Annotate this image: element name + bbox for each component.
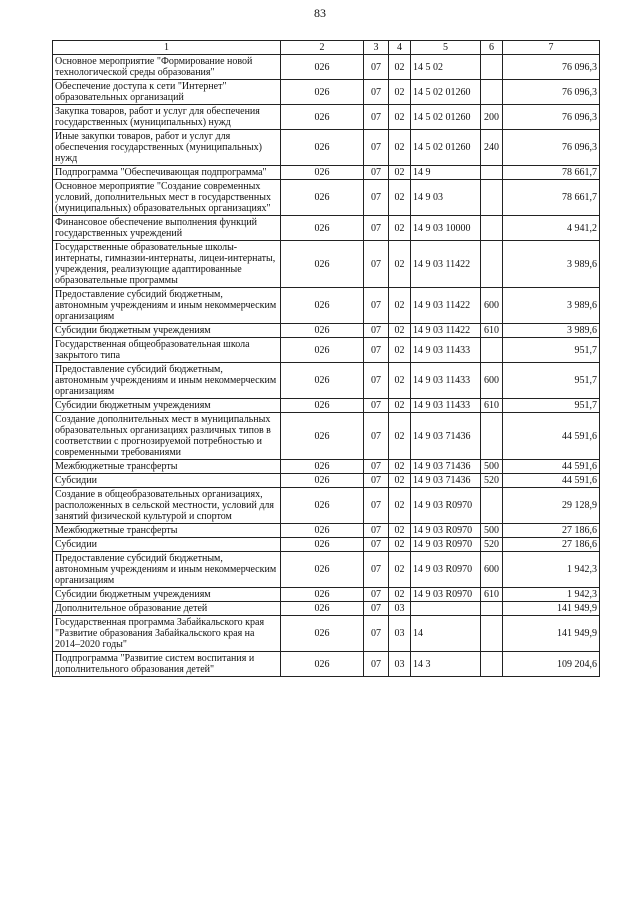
table-row <box>53 130 600 166</box>
row-name-cell: Субсидии бюджетным учреждениям <box>53 588 281 602</box>
row-grbs-cell: 026 <box>281 166 364 180</box>
row-amount-cell: 951,7 <box>503 363 600 399</box>
row-target-article-cell <box>411 602 481 616</box>
row-target-article-cell: 14 9 03 11422 <box>411 241 481 288</box>
row-section-cell: 07 <box>364 241 389 288</box>
row-expense-type-cell: 600 <box>481 552 503 588</box>
row-expense-type-cell <box>481 166 503 180</box>
row-amount-cell: 951,7 <box>503 338 600 363</box>
column-header: 5 <box>411 41 481 55</box>
row-expense-type-cell: 520 <box>481 474 503 488</box>
row-name-cell: Субсидии бюджетным учреждениям <box>53 324 281 338</box>
row-name-cell: Государственная общеобразовательная школа закрытого типа <box>53 338 281 363</box>
row-name-cell: Подпрограмма "Развитие систем воспитания и дополнительного образования детей" <box>53 652 281 677</box>
row-section-cell: 07 <box>364 288 389 324</box>
row-amount-cell: 27 186,6 <box>503 524 600 538</box>
row-amount-cell: 141 949,9 <box>503 602 600 616</box>
row-amount-cell: 44 591,6 <box>503 413 600 460</box>
row-section-cell: 07 <box>364 105 389 130</box>
row-expense-type-cell <box>481 602 503 616</box>
row-grbs-cell: 026 <box>281 216 364 241</box>
table-row <box>53 55 600 80</box>
row-amount-cell: 44 591,6 <box>503 460 600 474</box>
row-subsection-cell: 02 <box>389 130 411 166</box>
row-expense-type-cell: 520 <box>481 538 503 552</box>
row-subsection-cell: 02 <box>389 180 411 216</box>
row-expense-type-cell: 240 <box>481 130 503 166</box>
row-expense-type-cell <box>481 413 503 460</box>
row-target-article-cell: 14 9 03 11422 <box>411 324 481 338</box>
row-grbs-cell: 026 <box>281 399 364 413</box>
column-header: 6 <box>481 41 503 55</box>
row-amount-cell: 44 591,6 <box>503 474 600 488</box>
row-subsection-cell: 02 <box>389 552 411 588</box>
row-expense-type-cell <box>481 55 503 80</box>
row-section-cell: 07 <box>364 652 389 677</box>
row-target-article-cell: 14 9 03 11433 <box>411 338 481 363</box>
row-target-article-cell: 14 9 03 11422 <box>411 288 481 324</box>
row-name-cell: Предоставление субсидий бюджетным, автономным учреждениям и иным некоммерческим организациям <box>53 552 281 588</box>
row-section-cell: 07 <box>364 474 389 488</box>
row-target-article-cell: 14 9 03 71436 <box>411 474 481 488</box>
row-name-cell: Основное мероприятие "Создание современных условий, дополнительных мест в государственных (муниципальных) образовательных организациях" <box>53 180 281 216</box>
row-section-cell: 07 <box>364 363 389 399</box>
row-expense-type-cell <box>481 241 503 288</box>
column-header: 2 <box>281 41 364 55</box>
row-subsection-cell: 02 <box>389 241 411 288</box>
row-amount-cell: 76 096,3 <box>503 55 600 80</box>
row-name-cell: Субсидии <box>53 474 281 488</box>
row-expense-type-cell: 500 <box>481 524 503 538</box>
row-subsection-cell: 02 <box>389 80 411 105</box>
table-row <box>53 588 600 602</box>
row-section-cell: 07 <box>364 55 389 80</box>
row-section-cell: 07 <box>364 538 389 552</box>
table-row <box>53 488 600 524</box>
table-row <box>53 602 600 616</box>
row-expense-type-cell <box>481 652 503 677</box>
row-target-article-cell: 14 9 03 10000 <box>411 216 481 241</box>
row-amount-cell: 3 989,6 <box>503 241 600 288</box>
table-row <box>53 80 600 105</box>
row-target-article-cell: 14 9 03 R0970 <box>411 538 481 552</box>
row-amount-cell: 76 096,3 <box>503 130 600 166</box>
row-name-cell: Создание в общеобразовательных организациях, расположенных в сельской местности, условий для занятий физической культурой и спортом <box>53 488 281 524</box>
row-name-cell: Закупка товаров, работ и услуг для обеспечения государственных (муниципальных) нужд <box>53 105 281 130</box>
row-grbs-cell: 026 <box>281 588 364 602</box>
row-amount-cell: 1 942,3 <box>503 552 600 588</box>
row-name-cell: Подпрограмма "Обеспечивающая подпрограмма" <box>53 166 281 180</box>
table-row <box>53 105 600 130</box>
row-target-article-cell: 14 9 03 11433 <box>411 399 481 413</box>
row-section-cell: 07 <box>364 524 389 538</box>
row-name-cell: Создание дополнительных мест в муниципальных образовательных организациях различных типов в соответствии с прогнозируемой потребностью и современными требованиями <box>53 413 281 460</box>
row-grbs-cell: 026 <box>281 105 364 130</box>
row-subsection-cell: 02 <box>389 363 411 399</box>
row-name-cell: Субсидии <box>53 538 281 552</box>
table-row <box>53 338 600 363</box>
row-subsection-cell: 02 <box>389 55 411 80</box>
row-section-cell: 07 <box>364 602 389 616</box>
row-subsection-cell: 02 <box>389 460 411 474</box>
row-expense-type-cell <box>481 180 503 216</box>
row-section-cell: 07 <box>364 488 389 524</box>
row-grbs-cell: 026 <box>281 460 364 474</box>
row-subsection-cell: 02 <box>389 538 411 552</box>
column-header: 7 <box>503 41 600 55</box>
row-grbs-cell: 026 <box>281 538 364 552</box>
row-section-cell: 07 <box>364 460 389 474</box>
row-expense-type-cell <box>481 80 503 105</box>
row-subsection-cell: 03 <box>389 616 411 652</box>
row-grbs-cell: 026 <box>281 324 364 338</box>
row-subsection-cell: 03 <box>389 602 411 616</box>
column-header: 3 <box>364 41 389 55</box>
row-name-cell: Межбюджетные трансферты <box>53 460 281 474</box>
row-amount-cell: 141 949,9 <box>503 616 600 652</box>
row-grbs-cell: 026 <box>281 241 364 288</box>
row-amount-cell: 4 941,2 <box>503 216 600 241</box>
row-subsection-cell: 03 <box>389 652 411 677</box>
row-subsection-cell: 02 <box>389 324 411 338</box>
row-target-article-cell: 14 9 03 <box>411 180 481 216</box>
row-target-article-cell: 14 5 02 01260 <box>411 80 481 105</box>
row-subsection-cell: 02 <box>389 105 411 130</box>
row-grbs-cell: 026 <box>281 180 364 216</box>
column-header: 4 <box>389 41 411 55</box>
row-name-cell: Предоставление субсидий бюджетным, автономным учреждениям и иным некоммерческим организациям <box>53 288 281 324</box>
row-name-cell: Предоставление субсидий бюджетным, автономным учреждениям и иным некоммерческим организациям <box>53 363 281 399</box>
row-target-article-cell: 14 9 03 R0970 <box>411 588 481 602</box>
row-target-article-cell: 14 9 <box>411 166 481 180</box>
row-section-cell: 07 <box>364 588 389 602</box>
row-target-article-cell: 14 9 03 R0970 <box>411 552 481 588</box>
row-grbs-cell: 026 <box>281 413 364 460</box>
table-row <box>53 363 600 399</box>
row-subsection-cell: 02 <box>389 216 411 241</box>
row-grbs-cell: 026 <box>281 652 364 677</box>
row-section-cell: 07 <box>364 616 389 652</box>
row-name-cell: Государственные образовательные школы-интернаты, гимназии-интернаты, лицеи-интернаты, учреждения, реализующие адаптированные образовательные программы <box>53 241 281 288</box>
table-row <box>53 216 600 241</box>
row-name-cell: Основное мероприятие "Формирование новой технологической среды образования" <box>53 55 281 80</box>
row-amount-cell: 109 204,6 <box>503 652 600 677</box>
table-row <box>53 616 600 652</box>
table-row <box>53 166 600 180</box>
row-amount-cell: 76 096,3 <box>503 80 600 105</box>
row-subsection-cell: 02 <box>389 488 411 524</box>
row-section-cell: 07 <box>364 324 389 338</box>
table-body <box>53 55 600 677</box>
row-subsection-cell: 02 <box>389 524 411 538</box>
row-target-article-cell: 14 9 03 R0970 <box>411 488 481 524</box>
table-row <box>53 538 600 552</box>
row-expense-type-cell <box>481 488 503 524</box>
row-grbs-cell: 026 <box>281 488 364 524</box>
row-expense-type-cell: 200 <box>481 105 503 130</box>
row-expense-type-cell: 610 <box>481 324 503 338</box>
row-grbs-cell: 026 <box>281 616 364 652</box>
header-row <box>53 41 600 55</box>
table-row <box>53 399 600 413</box>
row-expense-type-cell: 610 <box>481 588 503 602</box>
row-subsection-cell: 02 <box>389 288 411 324</box>
table-row <box>53 413 600 460</box>
row-expense-type-cell <box>481 338 503 363</box>
row-amount-cell: 29 128,9 <box>503 488 600 524</box>
row-amount-cell: 78 661,7 <box>503 166 600 180</box>
row-grbs-cell: 026 <box>281 552 364 588</box>
row-subsection-cell: 02 <box>389 588 411 602</box>
row-grbs-cell: 026 <box>281 474 364 488</box>
table-row <box>53 324 600 338</box>
row-subsection-cell: 02 <box>389 166 411 180</box>
row-name-cell: Финансовое обеспечение выполнения функций государственных учреждений <box>53 216 281 241</box>
table-row <box>53 241 600 288</box>
row-grbs-cell: 026 <box>281 130 364 166</box>
row-target-article-cell: 14 5 02 <box>411 55 481 80</box>
table-row <box>53 652 600 677</box>
table-row <box>53 474 600 488</box>
column-header: 1 <box>53 41 281 55</box>
row-name-cell: Обеспечение доступа к сети "Интернет" образовательных организаций <box>53 80 281 105</box>
row-section-cell: 07 <box>364 130 389 166</box>
row-amount-cell: 1 942,3 <box>503 588 600 602</box>
row-amount-cell: 3 989,6 <box>503 324 600 338</box>
row-target-article-cell: 14 5 02 01260 <box>411 105 481 130</box>
row-subsection-cell: 02 <box>389 338 411 363</box>
row-grbs-cell: 026 <box>281 363 364 399</box>
row-subsection-cell: 02 <box>389 413 411 460</box>
row-grbs-cell: 026 <box>281 524 364 538</box>
table-row <box>53 524 600 538</box>
row-expense-type-cell: 600 <box>481 288 503 324</box>
table-row <box>53 288 600 324</box>
row-target-article-cell: 14 9 03 R0970 <box>411 524 481 538</box>
row-expense-type-cell: 610 <box>481 399 503 413</box>
row-name-cell: Иные закупки товаров, работ и услуг для обеспечения государственных (муниципальных) нужд <box>53 130 281 166</box>
row-target-article-cell: 14 5 02 01260 <box>411 130 481 166</box>
row-target-article-cell: 14 9 03 71436 <box>411 413 481 460</box>
row-expense-type-cell <box>481 616 503 652</box>
row-name-cell: Государственная программа Забайкальского края "Развитие образования Забайкальского края на 2014–2020 годы" <box>53 616 281 652</box>
row-section-cell: 07 <box>364 338 389 363</box>
row-subsection-cell: 02 <box>389 399 411 413</box>
row-section-cell: 07 <box>364 552 389 588</box>
row-name-cell: Субсидии бюджетным учреждениям <box>53 399 281 413</box>
row-amount-cell: 27 186,6 <box>503 538 600 552</box>
row-section-cell: 07 <box>364 413 389 460</box>
row-target-article-cell: 14 3 <box>411 652 481 677</box>
row-expense-type-cell: 500 <box>481 460 503 474</box>
row-expense-type-cell: 600 <box>481 363 503 399</box>
table-row <box>53 180 600 216</box>
table-row <box>53 460 600 474</box>
row-target-article-cell: 14 9 03 11433 <box>411 363 481 399</box>
row-section-cell: 07 <box>364 216 389 241</box>
row-expense-type-cell <box>481 216 503 241</box>
row-section-cell: 07 <box>364 180 389 216</box>
row-section-cell: 07 <box>364 399 389 413</box>
row-subsection-cell: 02 <box>389 474 411 488</box>
page-number: 83 <box>314 6 326 20</box>
budget-table <box>52 40 600 677</box>
row-name-cell: Дополнительное образование детей <box>53 602 281 616</box>
row-grbs-cell: 026 <box>281 602 364 616</box>
row-grbs-cell: 026 <box>281 338 364 363</box>
row-grbs-cell: 026 <box>281 288 364 324</box>
row-target-article-cell: 14 9 03 71436 <box>411 460 481 474</box>
row-amount-cell: 78 661,7 <box>503 180 600 216</box>
row-grbs-cell: 026 <box>281 55 364 80</box>
row-target-article-cell: 14 <box>411 616 481 652</box>
row-grbs-cell: 026 <box>281 80 364 105</box>
row-amount-cell: 3 989,6 <box>503 288 600 324</box>
row-amount-cell: 76 096,3 <box>503 105 600 130</box>
row-section-cell: 07 <box>364 166 389 180</box>
row-section-cell: 07 <box>364 80 389 105</box>
table-row <box>53 552 600 588</box>
row-amount-cell: 951,7 <box>503 399 600 413</box>
row-name-cell: Межбюджетные трансферты <box>53 524 281 538</box>
